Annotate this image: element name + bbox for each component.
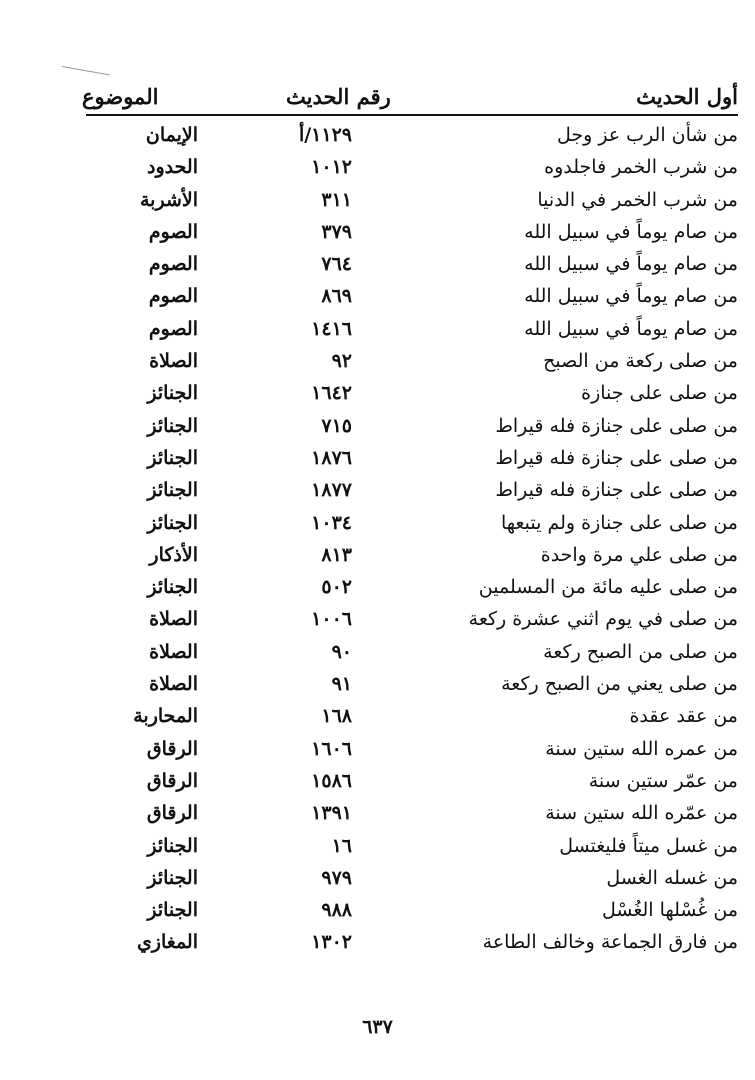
hadith-number: ٧١٥	[321, 414, 352, 437]
hadith-number: ١٣٩١	[311, 802, 352, 825]
hadith-number: ١٣٠٢	[311, 931, 352, 954]
hadith-first-words: من صلى على جنازة فله قيراط	[495, 414, 738, 437]
table-row	[82, 248, 738, 280]
hadith-number: ٩١	[331, 673, 352, 696]
hadith-number: ٩٠	[331, 640, 352, 663]
hadith-topic: الصوم	[148, 253, 198, 276]
hadith-first-words: من صام يوماً في سبيل الله	[524, 220, 738, 243]
hadith-topic: الصوم	[148, 220, 198, 243]
hadith-number: ١٤١٦	[311, 317, 352, 340]
table-row	[82, 926, 738, 958]
hadith-topic: الجنائز	[147, 834, 198, 857]
hadith-topic: المحاربة	[133, 705, 198, 728]
hadith-number: ١١٢٩/أ	[298, 124, 352, 146]
header-rule	[86, 114, 738, 116]
table-row	[82, 216, 738, 248]
header-first-words: أول الحديث	[636, 84, 738, 109]
hadith-number: ٨١٣	[321, 543, 352, 566]
hadith-first-words: من عمّر ستين سنة	[588, 769, 738, 792]
hadith-first-words: من صلى علي مرة واحدة	[540, 543, 738, 566]
table-row	[82, 894, 738, 926]
table-row	[82, 313, 738, 345]
hadith-topic: المغازي	[136, 931, 198, 954]
hadith-number: ١٦	[331, 834, 352, 857]
hadith-number: ٧٦٤	[321, 253, 352, 276]
index-table	[82, 119, 738, 959]
table-row	[82, 571, 738, 603]
table-row	[82, 700, 738, 732]
hadith-first-words: من عقد عقدة	[629, 705, 738, 728]
table-row	[82, 733, 738, 765]
hadith-topic: الجنائز	[147, 511, 198, 534]
table-row	[82, 539, 738, 571]
hadith-topic: الجنائز	[147, 866, 198, 889]
hadith-first-words: من صلى ركعة من الصبح	[543, 350, 738, 373]
hadith-first-words: من غسله الغسل	[606, 866, 738, 889]
hadith-topic: الصلاة	[149, 640, 198, 663]
stray-pen-mark	[62, 66, 109, 75]
hadith-topic: الصلاة	[149, 608, 198, 631]
table-row	[82, 280, 738, 312]
hadith-number: ٩٧٩	[321, 866, 352, 889]
hadith-first-words: من صلى في يوم اثني عشرة ركعة	[468, 608, 738, 631]
hadith-topic: الصوم	[148, 317, 198, 340]
table-row	[82, 345, 738, 377]
hadith-first-words: من غسل ميتاً فليغتسل	[559, 834, 738, 857]
table-header	[82, 80, 738, 114]
hadith-first-words: من صلى يعني من الصبح ركعة	[501, 673, 738, 696]
hadith-topic: الصلاة	[149, 350, 198, 373]
table-row	[82, 151, 738, 183]
table-row	[82, 507, 738, 539]
hadith-first-words: من صلى من الصبح ركعة	[543, 640, 738, 663]
hadith-first-words: من شرب الخمر في الدنيا	[537, 188, 738, 211]
table-row	[82, 474, 738, 506]
header-hadith-number: رقم الحديث	[286, 84, 391, 109]
hadith-number: ١٨٧٦	[311, 446, 352, 469]
hadith-topic: الجنائز	[147, 382, 198, 405]
hadith-number: ١٥٨٦	[311, 769, 352, 792]
hadith-first-words: من صلى على جنازة ولم يتبعها	[500, 511, 738, 534]
hadith-topic: الأشربة	[140, 188, 198, 211]
page-number: ٦٣٧	[362, 1016, 393, 1038]
header-topic: الموضوع	[82, 84, 159, 109]
hadith-first-words: من صلى على جنازة فله قيراط	[495, 479, 738, 502]
hadith-first-words: من فارق الجماعة وخالف الطاعة	[482, 931, 738, 954]
hadith-topic: الصلاة	[149, 673, 198, 696]
hadith-topic: الجنائز	[147, 446, 198, 469]
hadith-first-words: من عمّره الله ستين سنة	[545, 802, 738, 825]
hadith-topic: الرقاق	[146, 769, 198, 792]
hadith-topic: الجنائز	[147, 479, 198, 502]
hadith-first-words: من صام يوماً في سبيل الله	[524, 253, 738, 276]
hadith-first-words: من صام يوماً في سبيل الله	[524, 317, 738, 340]
hadith-number: ١٦٨	[321, 705, 352, 728]
hadith-topic: الرقاق	[146, 737, 198, 760]
hadith-topic: الصوم	[148, 285, 198, 308]
table-row	[82, 410, 738, 442]
hadith-topic: الأذكار	[149, 543, 198, 566]
hadith-first-words: من عمره الله ستين سنة	[545, 737, 738, 760]
hadith-topic: الرقاق	[146, 802, 198, 825]
table-row	[82, 862, 738, 894]
hadith-first-words: من شأن الرب عز وجل	[556, 124, 738, 146]
table-row	[82, 184, 738, 216]
hadith-first-words: من غُسْلها الغُسْل	[601, 899, 738, 922]
hadith-topic: الحدود	[147, 156, 198, 179]
table-row	[82, 603, 738, 635]
hadith-first-words: من صلى على جنازة فله قيراط	[495, 446, 738, 469]
hadith-number: ١٠١٢	[311, 156, 352, 179]
hadith-number: ١٠٣٤	[311, 511, 352, 534]
table-row	[82, 765, 738, 797]
hadith-topic: الجنائز	[147, 899, 198, 922]
hadith-topic: الجنائز	[147, 414, 198, 437]
hadith-first-words: من صلى على جنازة	[581, 382, 738, 405]
hadith-topic: الإيمان	[145, 124, 198, 146]
hadith-first-words: من صلى عليه مائة من المسلمين	[478, 576, 738, 599]
hadith-number: ٨٦٩	[321, 285, 352, 308]
hadith-number: ١٨٧٧	[311, 479, 352, 502]
table-row	[82, 442, 738, 474]
hadith-number: ١٠٠٦	[311, 608, 352, 631]
table-row	[82, 636, 738, 668]
hadith-number: ١٦٠٦	[311, 737, 352, 760]
table-row	[82, 830, 738, 862]
hadith-number: ٩٢	[331, 350, 352, 373]
table-row	[82, 377, 738, 409]
hadith-number: ٣١١	[321, 188, 352, 211]
hadith-first-words: من صام يوماً في سبيل الله	[524, 285, 738, 308]
table-row	[82, 797, 738, 829]
hadith-number: ٣٧٩	[321, 220, 352, 243]
table-row	[82, 668, 738, 700]
hadith-number: ٥٠٢	[321, 576, 352, 599]
hadith-first-words: من شرب الخمر فاجلدوه	[544, 156, 738, 179]
hadith-number: ١٦٤٢	[311, 382, 352, 405]
hadith-number: ٩٨٨	[321, 899, 352, 922]
table-row	[82, 119, 738, 151]
hadith-topic: الجنائز	[147, 576, 198, 599]
